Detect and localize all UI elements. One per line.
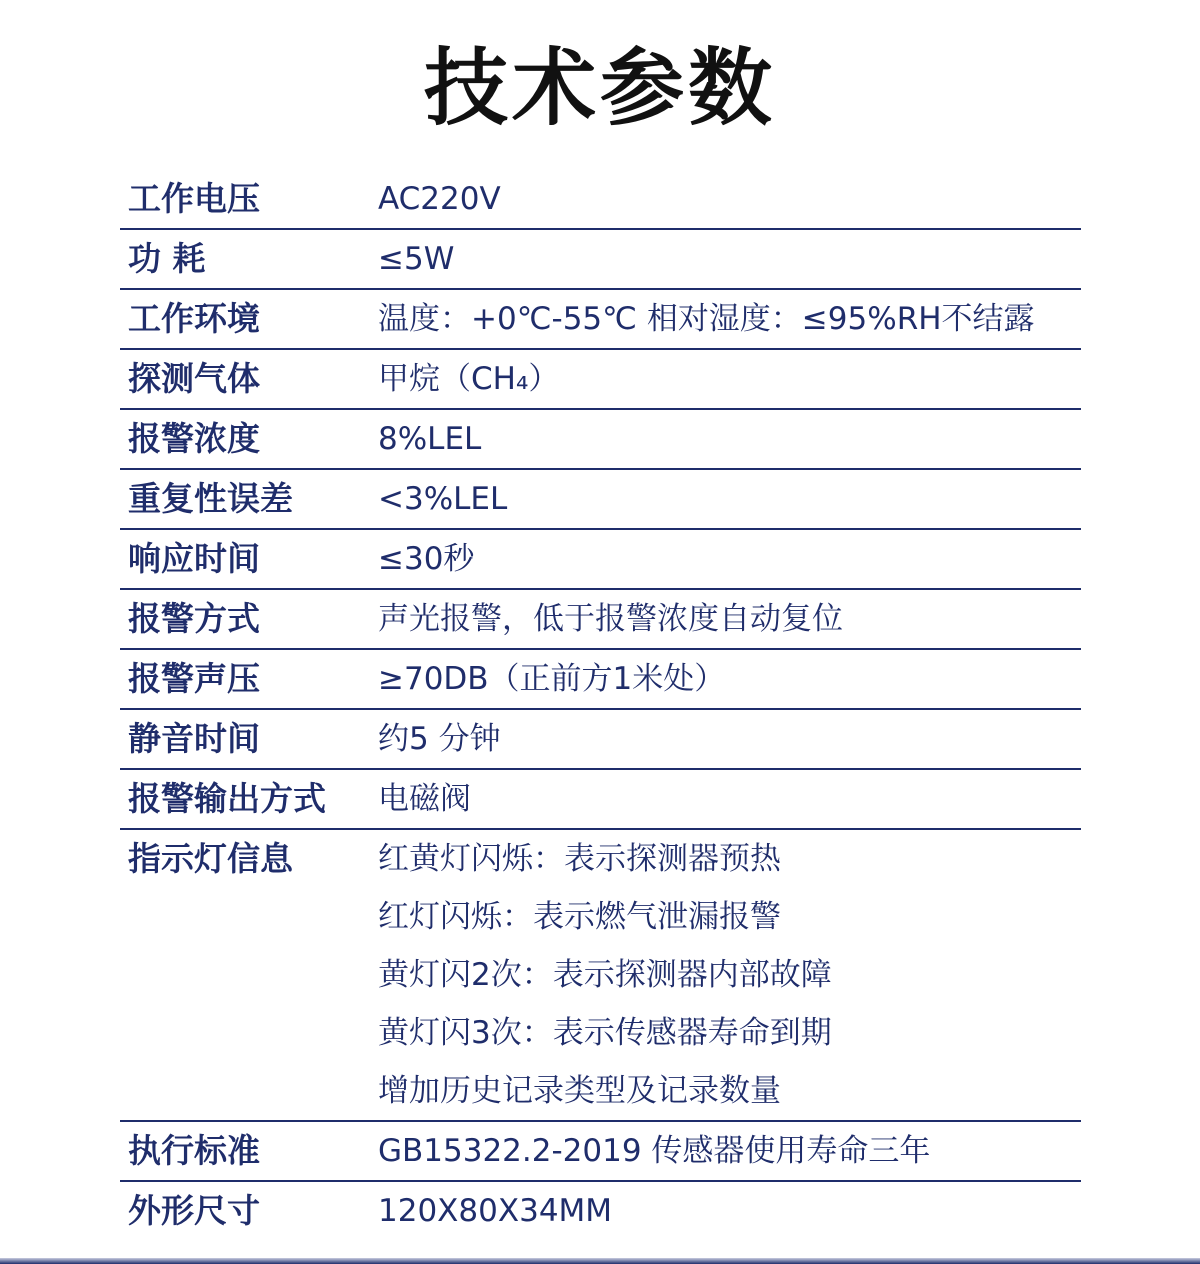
spec-value: ≤5W xyxy=(378,241,455,277)
spec-label: 报警浓度 xyxy=(128,419,260,458)
spec-row-standard xyxy=(120,1122,1081,1182)
spec-value: 约5 分钟 xyxy=(378,721,501,757)
spec-value: ≤30秒 xyxy=(378,541,475,577)
spec-value: AC220V xyxy=(378,181,501,217)
spec-value: 增加历史记录类型及记录数量 xyxy=(378,1073,781,1109)
spec-label: 功 耗 xyxy=(128,239,206,278)
spec-value: 120X80X34MM xyxy=(378,1193,613,1229)
spec-label: 报警输出方式 xyxy=(128,779,326,818)
spec-label: 指示灯信息 xyxy=(128,839,293,878)
spec-row-alarm-output xyxy=(120,770,1081,830)
spec-value: 红灯闪烁：表示燃气泄漏报警 xyxy=(378,899,781,935)
spec-row-repeatability xyxy=(120,470,1081,530)
spec-value: 8%LEL xyxy=(378,421,482,457)
page-title: 技术参数 xyxy=(423,39,776,137)
spec-value: 红黄灯闪烁：表示探测器预热 xyxy=(378,841,781,877)
spec-value: 温度：+0℃-55℃ 相对湿度：≤95%RH不结露 xyxy=(378,301,1035,337)
spec-label: 执行标准 xyxy=(128,1131,260,1170)
spec-row-dimensions xyxy=(120,1182,1081,1240)
spec-row-indicator xyxy=(120,830,1081,1122)
spec-value: 电磁阀 xyxy=(378,781,471,817)
spec-label: 报警声压 xyxy=(128,659,260,698)
spec-label: 静音时间 xyxy=(128,719,260,758)
spec-row-response-time xyxy=(120,530,1081,590)
spec-label: 工作环境 xyxy=(128,299,260,338)
spec-row-gas xyxy=(120,350,1081,410)
spec-value: 黄灯闪2次：表示探测器内部故障 xyxy=(378,957,832,993)
footer-divider xyxy=(0,1258,1200,1264)
spec-label: 探测气体 xyxy=(128,359,260,398)
spec-table xyxy=(120,170,1081,1240)
spec-value: 声光报警，低于报警浓度自动复位 xyxy=(378,601,843,637)
spec-row-voltage xyxy=(120,170,1081,230)
spec-label: 工作电压 xyxy=(128,179,260,218)
spec-label: 响应时间 xyxy=(128,539,260,578)
spec-row-power xyxy=(120,230,1081,290)
spec-label: 外形尺寸 xyxy=(128,1191,260,1230)
spec-row-alarm-mode xyxy=(120,590,1081,650)
spec-value: <3%LEL xyxy=(378,481,508,517)
spec-value: ≥70DB（正前方1米处） xyxy=(378,661,726,697)
spec-value: GB15322.2-2019 传感器使用寿命三年 xyxy=(378,1133,931,1169)
spec-label: 报警方式 xyxy=(128,599,260,638)
spec-value: 黄灯闪3次：表示传感器寿命到期 xyxy=(378,1015,832,1051)
spec-value: 甲烷（CH₄） xyxy=(378,361,560,397)
spec-row-environment xyxy=(120,290,1081,350)
spec-label: 重复性误差 xyxy=(128,479,293,518)
spec-row-sound-pressure xyxy=(120,650,1081,710)
spec-row-alarm-concentration xyxy=(120,410,1081,470)
spec-row-mute-time xyxy=(120,710,1081,770)
